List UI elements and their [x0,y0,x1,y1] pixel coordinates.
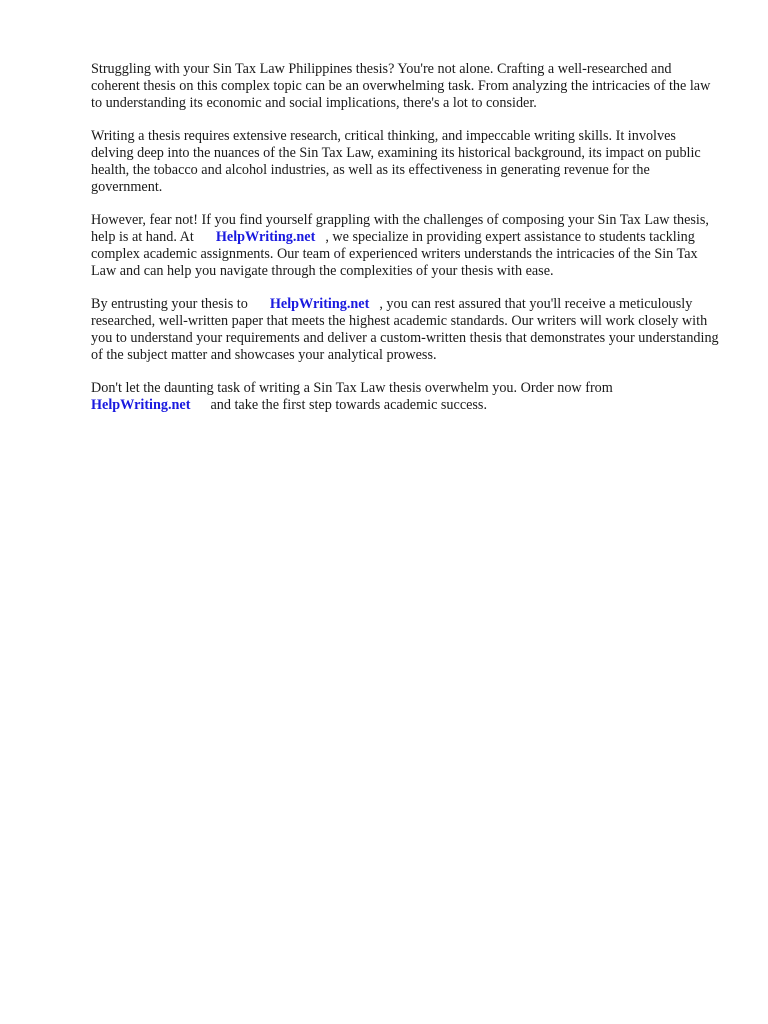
helpwriting-link[interactable]: HelpWriting.net [215,229,316,245]
helpwriting-link[interactable]: HelpWriting.net [91,397,191,413]
helpwriting-link[interactable]: HelpWriting.net [269,296,370,312]
paragraph-help-at-hand [91,212,721,280]
paragraph-call-to-action-text-after: and take the first step towards academic success. [210,397,488,413]
paragraph-intro [91,61,721,112]
paragraph-entrusting-text-after: , you can rest assured that you'll receive a meticulously researched, well-written paper that meets the highest academic standards. Our writers will work closely with you to understand your requirements and deliver a custom-written thesis that demonstrates your understanding of the subject matter and showcases your analytical prowess. [91,296,719,363]
paragraph-call-to-action-text-before: Don't let the daunting task of writing a Sin Tax Law thesis overwhelm you. Order now from [91,380,613,396]
document-body [91,61,721,430]
paragraph-entrusting [91,296,721,364]
paragraph-help-at-hand-text-after: , we specialize in providing expert assistance to students tackling complex academic assignments. Our team of experienced writers understands the intricacies of the Sin Tax Law and can help you navigate through the complexities of your thesis with ease. [91,229,698,279]
paragraph-entrusting-text-before: By entrusting your thesis to [91,296,248,312]
paragraph-call-to-action [91,380,721,414]
paragraph-help-at-hand-text-before: However, fear not! If you find yourself grappling with the challenges of composing your Sin Tax Law thesis, help is at hand. At [91,212,709,245]
paragraph-thesis-requirements-text: Writing a thesis requires extensive research, critical thinking, and impeccable writing skills. It involves delving deep into the nuances of the Sin Tax Law, examining its historical background, its impact on public health, the tobacco and alcohol industries, as well as its effectiveness in generating revenue for the government. [91,128,701,195]
paragraph-thesis-requirements [91,128,721,196]
paragraph-intro-text: Struggling with your Sin Tax Law Philippines thesis? You're not alone. Crafting a well-researched and coherent thesis on this complex topic can be an overwhelming task. From analyzing the intricacies of the law to understanding its economic and social implications, there's a lot to consider. [91,61,711,111]
